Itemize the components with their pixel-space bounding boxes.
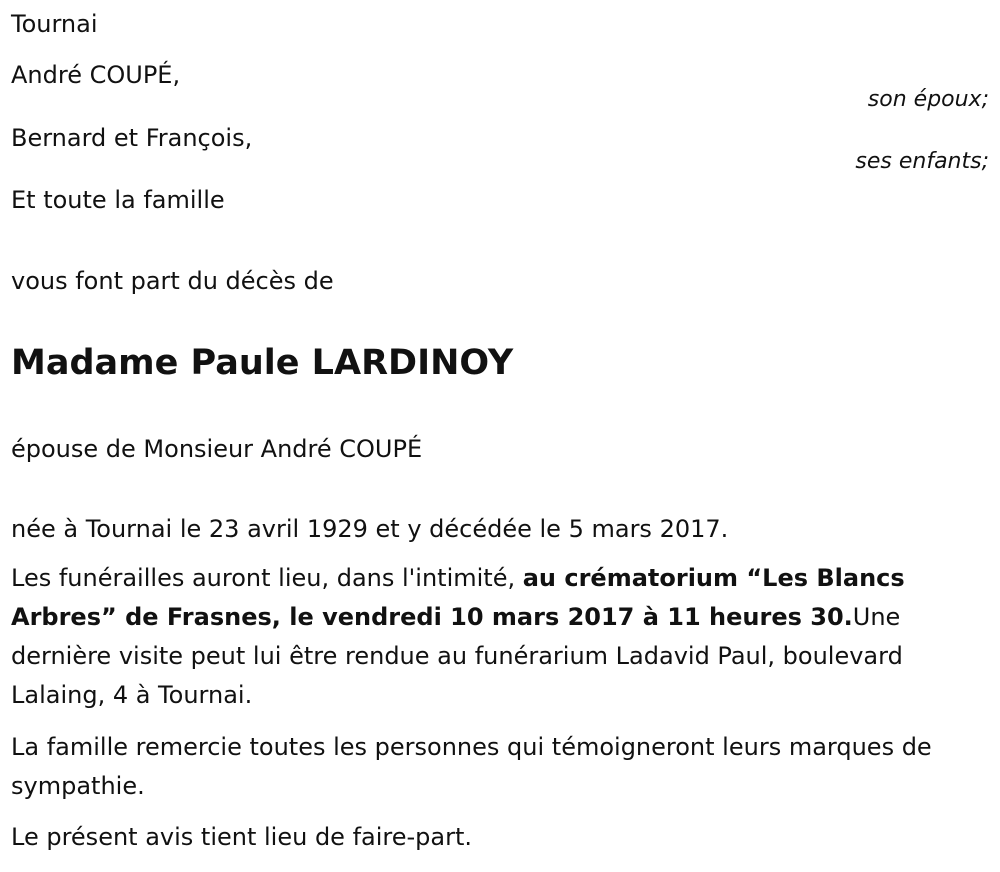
funeral-text-after: Une dernière visite peut lui être rendue au funérarium Ladavid Paul, boulevard Lalaing, 4 à Tournai. (11, 603, 903, 709)
spouse-role: son époux; (867, 87, 989, 112)
children-names: Bernard et François, (11, 124, 253, 152)
intro-text: vous font part du décès de (11, 267, 334, 295)
spouse-name: André COUPÉ, (11, 61, 181, 89)
birth-death-line: née à Tournai le 23 avril 1929 et y décédée le 5 mars 2017. (11, 515, 729, 543)
funeral-text-before: Les funérailles auront lieu, dans l'intimité, (11, 564, 523, 592)
thanks-paragraph: La famille remercie toutes les personnes qui témoigneront leurs marques de sympathie. (11, 733, 932, 800)
family-line: Et toute la famille (11, 186, 225, 214)
spouse-of-line: épouse de Monsieur André COUPÉ (11, 435, 423, 463)
deceased-name: Madame Paule LARDINOY (11, 343, 514, 383)
notice-line: Le présent avis tient lieu de faire-part. (11, 823, 473, 851)
children-role: ses enfants; (855, 149, 989, 174)
city-label: Tournai (11, 10, 98, 38)
funeral-paragraph (11, 559, 986, 715)
funeral-location-date: au crématorium “Les Blancs Arbres” de Frasnes, le vendredi 10 mars 2017 à 11 heures 30. (11, 564, 905, 631)
